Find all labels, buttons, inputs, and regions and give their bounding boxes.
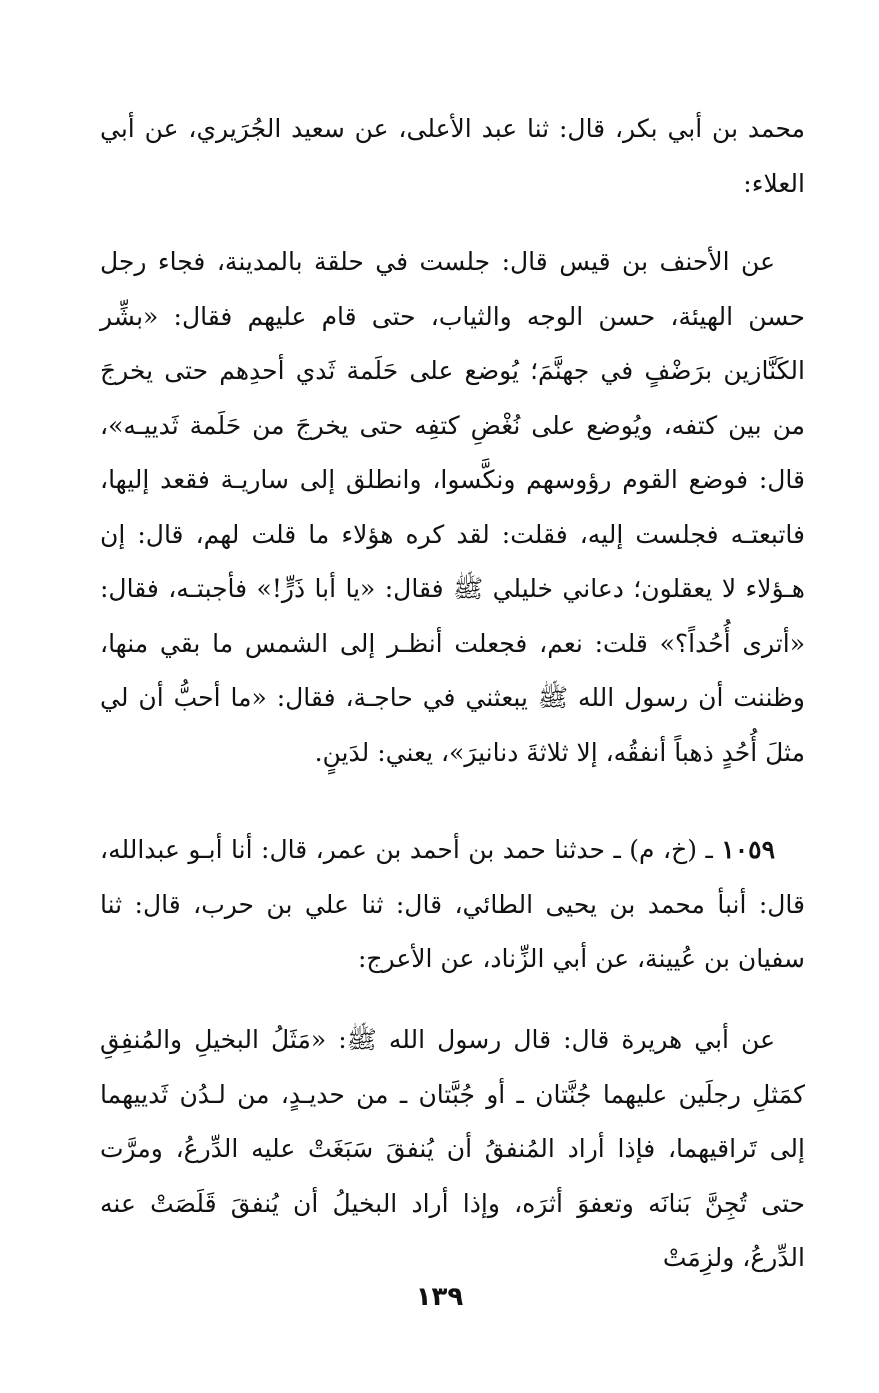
ahnaf-narration-text: عن الأحنف بن قيس قال: جلست في حلقة بالمدينة، فجاء رجل حسن الهيئة، حسن الوجه والثياب، حتى قام عليهم فقال: «بشِّر الكَنَّازين برَضْفٍ في جهنَّمَ؛ يُوضع على حَلَمة ثَدي أحدِهم حتى يخرجَ من بين كتفه، ويُوضع على نُغْضِ كتفِه حتى يخرجَ من حَلَمة ثَدييـه»، قال: فوضع القوم رؤوسهم ونكَّسوا، وانطلق إلى ساريـة فقعد إليها، فاتبعتـه فجلست إليه، فقلت: لقد كره هؤلاء ما قلت لهم، قال: إن هـؤلاء لا يعقلون؛ دعاني خليلي ﷺ فقال: «يا أبا ذَرٍّ!» فأجبتـه، فقال: «أترى أُحُداً؟» قلت: نعم، فجعلت أنظـر إلى الشمس ما بقي منها، وظننت أن رسول الله ﷺ يبعثني في حاجـة، فقال: «ما أحبُّ أن لي مثلَ أُحُدٍ ذهباً أنفقُه، إلا ثلاثةَ دنانيرَ»، يعني: لدَينٍ. bbox=[100, 247, 805, 767]
abu-hurayra-narration-paragraph bbox=[100, 1013, 805, 1286]
hadith-1059-text bbox=[100, 823, 805, 987]
isnad-intro-text: محمد بن أبي بكر، قال: ثنا عبد الأعلى، عن سعيد الجُرَيري، عن أبي العلاء: bbox=[100, 114, 805, 198]
hadith-1059-paragraph bbox=[100, 823, 805, 987]
abu-hurayra-narration-text: عن أبي هريرة قال: قال رسول الله ﷺ: «مَثَلُ البخيلِ والمُنفِقِ كمَثلِ رجلَين عليهما جُنَّتان ـ أو جُبَّتان ـ من حديـدٍ، من لـدُن ثَدييهما إلى تَراقيهما، فإذا أراد المُنفقُ أن يُنفقَ سَبَغَتْ عليه الدِّرعُ، ومرَّت حتى تُجِنَّ بَنانَه وتعفوَ أثرَه، وإذا أراد البخيلُ أن يُنفقَ قَلَصَتْ عنه الدِّرعُ، ولزِمَتْ bbox=[100, 1025, 805, 1272]
hadith-number: ١٠٥٩ bbox=[721, 835, 775, 864]
isnad-intro-paragraph bbox=[100, 102, 805, 211]
hadith-1059-isnad: ـ (خ، م) ـ حدثنا حمد بن أحمد بن عمر، قال: أنا أبـو عبدالله، قال: أنبأ محمد بن يحيى الطائي، قال: ثنا علي بن حرب، قال: ثنا سفيان بن عُيينة، عن أبي الزِّناد، عن الأعرج: bbox=[100, 835, 805, 973]
ahnaf-narration-paragraph bbox=[100, 235, 805, 780]
page-number: ١٣٩ bbox=[415, 1282, 464, 1312]
